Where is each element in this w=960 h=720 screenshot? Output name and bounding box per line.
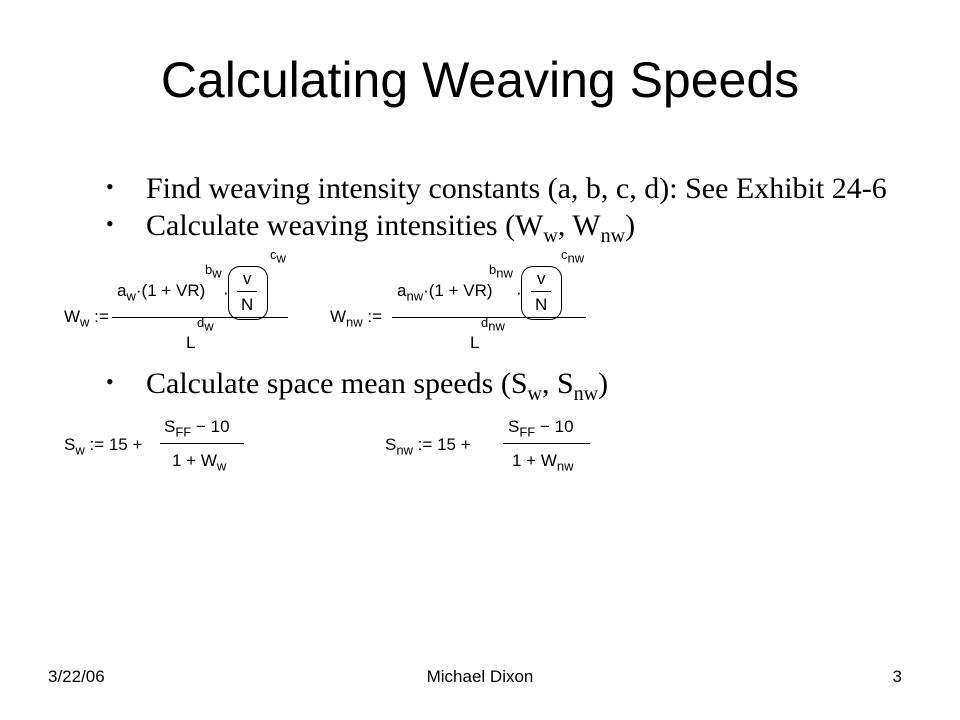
dot-operator: · bbox=[223, 283, 229, 302]
fraction-v: v bbox=[537, 269, 546, 288]
equation-lhs: $S_{nw}$ := 15 + bbox=[385, 435, 471, 458]
fraction-bar bbox=[503, 443, 590, 444]
equation-numerator: $S_{FF} - 10$ bbox=[164, 417, 230, 440]
footer-date: 3/22/06 bbox=[48, 667, 105, 686]
equation-denominator: $1 + W_{nw}$ bbox=[512, 451, 574, 474]
slide-title: Calculating Weaving Speeds bbox=[160, 52, 800, 108]
bullet-icon: • bbox=[106, 369, 114, 394]
bullet-icon: • bbox=[106, 211, 114, 236]
right-paren bbox=[245, 266, 268, 320]
bullet-find-constants bbox=[106, 174, 887, 204]
bullet-icon: • bbox=[106, 174, 114, 199]
fraction-n: N bbox=[535, 295, 548, 314]
fraction-n: N bbox=[241, 295, 254, 314]
equation-numerator: $a_{nw}\cdot(1 + VR)$ bbox=[397, 281, 493, 304]
fraction-bar bbox=[160, 443, 244, 444]
bullet-text: Calculate weaving intensities ($W_w$, $W_{nw}$) bbox=[146, 209, 636, 247]
bullet-text: Calculate space mean speeds ($S_w$, $S_{nw}$) bbox=[146, 367, 609, 405]
equation-lhs: $W_{nw}$ := bbox=[330, 307, 383, 330]
footer-author: Michael Dixon bbox=[426, 667, 534, 686]
bullet-text: Find weaving intensity constants (a, b, c, d): See Exhibit 24-6 bbox=[146, 172, 887, 205]
bullet-calc-intensities bbox=[106, 211, 635, 246]
fraction-v: v bbox=[243, 269, 252, 288]
footer-page-number: 3 bbox=[892, 667, 902, 686]
equation-lhs: $W_w$ := bbox=[64, 307, 109, 330]
equation-denominator: L bbox=[186, 333, 196, 352]
right-paren bbox=[539, 266, 562, 320]
exponent-b: bnw bbox=[489, 262, 513, 281]
equation-numerator: $a_w\cdot(1 + VR)$ bbox=[117, 281, 206, 304]
dot-operator: · bbox=[516, 283, 522, 302]
exponent-c: cnw bbox=[561, 247, 585, 266]
exponent-d: dnw bbox=[481, 315, 505, 334]
exponent-d: dw bbox=[197, 315, 214, 334]
exponent-c: cw bbox=[270, 247, 286, 266]
equation-denominator: L bbox=[470, 333, 480, 352]
bullet-calc-speeds bbox=[106, 369, 608, 404]
equation-lhs: $S_w$ := 15 + bbox=[64, 435, 143, 458]
exponent-b: bw bbox=[205, 262, 222, 281]
equation-denominator: $1 + W_w$ bbox=[172, 451, 227, 474]
equation-numerator: $S_{FF} - 10$ bbox=[508, 417, 574, 440]
